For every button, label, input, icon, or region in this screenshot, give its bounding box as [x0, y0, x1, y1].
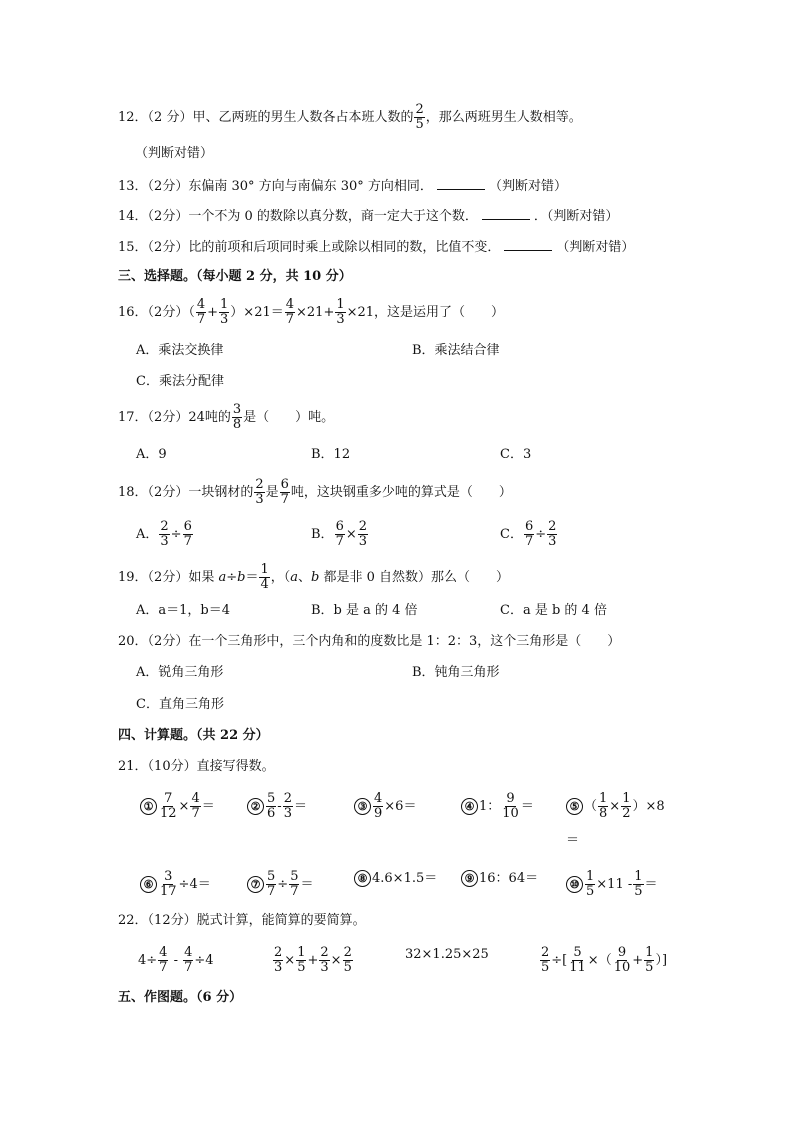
option-b[interactable]: B． $\frac{6}{7}$ × $\frac{2}{3}$ — [311, 519, 368, 549]
expr-8: ⑧ 4.6×1.5＝ — [354, 870, 437, 888]
fraction: $\frac{1}{3}$ — [336, 297, 345, 327]
option-c[interactable]: C．乘法分配律 — [136, 374, 224, 389]
fraction: $\frac{2}{3}$ — [548, 519, 557, 549]
expr-1: ① $\frac{7}{12}$ × $\frac{4}{7}$ ＝ — [140, 792, 215, 821]
option-b[interactable]: B．钝角三角形 — [412, 665, 500, 680]
section-heading-choice: 三、选择题。（每小题 2 分，共 10 分） — [118, 269, 352, 284]
option-c[interactable]: C．3 — [500, 447, 532, 462]
expr-5-equals: ＝ — [566, 833, 580, 848]
option-a[interactable]: A．a＝1，b＝4 — [136, 603, 231, 618]
option-c[interactable]: C．直角三角形 — [136, 697, 224, 712]
section-heading-calc: 四、计算题。（共 22 分） — [118, 728, 269, 743]
option-c[interactable]: C． $\frac{6}{7}$ ÷ $\frac{2}{3}$ — [500, 519, 557, 549]
question-13: 13．（2分）东偏南 30° 方向与南偏东 30° 方向相同． （判断对错） — [118, 179, 567, 194]
expr-5: ⑤ （ $\frac{1}{8}$ × $\frac{1}{2}$ ）×8 — [566, 792, 665, 821]
expr-3: ③ $\frac{4}{9}$ ×6＝ — [354, 792, 416, 821]
question-19: 19．（2分）如果 a÷b＝ $\frac{1}{4}$ ，（a、b 都是非 0 自然数）那么（ ） — [118, 562, 510, 592]
section-heading-drawing: 五、作图题。（6 分） — [118, 990, 243, 1005]
option-a[interactable]: A．乘法交换律 — [136, 343, 224, 358]
expr-9: ⑨ 16：64＝ — [461, 870, 538, 888]
question-12-note: （判断对错） — [135, 146, 214, 161]
question-22: 22．（12分）脱式计算，能简算的要简算。 — [118, 913, 366, 928]
question-20: 20．（2分）在一个三角形中，三个内角和的度数比是 1：2：3，这个三角形是（ ） — [118, 634, 621, 649]
question-18: 18．（2分）一块钢材的 $\frac{2}{3}$ 是 $\frac{6}{7}$ 吨，这块钢重多少吨的算式是（ ） — [118, 477, 512, 507]
option-b[interactable]: B．12 — [311, 447, 351, 462]
answer-blank[interactable] — [482, 207, 530, 220]
expr-6: ⑥ $\frac{3}{17}$ ÷4＝ — [140, 870, 211, 899]
fraction: $\frac{2}{3}$ — [255, 477, 264, 507]
fraction: $\frac{6}{7}$ — [524, 519, 534, 549]
answer-blank[interactable] — [504, 238, 552, 251]
question-14: 14．（2分）一个不为 0 的数除以真分数，商一定大于这个数． ．（判断对错） — [118, 209, 619, 224]
option-a[interactable]: A．锐角三角形 — [136, 665, 224, 680]
fraction: $\frac{1}{3}$ — [220, 297, 229, 327]
fraction: $\frac{3}{8}$ — [232, 402, 242, 432]
expr-2: ② $\frac{5}{6}$ - $\frac{2}{3}$ ＝ — [247, 792, 307, 821]
option-b[interactable]: B．乘法结合律 — [412, 343, 500, 358]
fraction: $\frac{6}{7}$ — [183, 519, 192, 549]
option-b[interactable]: B．b 是 a 的 4 倍 — [311, 603, 418, 618]
fraction: $\frac{2}{3}$ — [160, 519, 169, 549]
fraction: $\frac{2}{3}$ — [358, 519, 368, 549]
calc-expr-2: $\frac{2}{3}$ × $\frac{1}{5}$ + $\frac{2}{3}$ × $\frac{2}{5}$ — [274, 945, 352, 975]
option-c[interactable]: C．a 是 b 的 4 倍 — [500, 603, 607, 618]
question-21: 21．（10分）直接写得数。 — [118, 759, 275, 774]
calc-expr-1: 4÷ $\frac{4}{7}$ - $\frac{4}{7}$ ÷4 — [138, 945, 214, 975]
question-15: 15．（2分）比的前项和后项同时乘上或除以相同的数，比值不变． （判断对错） — [118, 240, 635, 255]
question-17: 17．（2分）24吨的 $\frac{3}{8}$ 是（ ）吨。 — [118, 402, 335, 432]
fraction: $\frac{6}{7}$ — [335, 519, 344, 549]
fraction: $\frac{1}{4}$ — [260, 562, 269, 592]
calc-expr-3: 32×1.25×25 — [405, 947, 489, 962]
option-a[interactable]: A．9 — [136, 447, 167, 462]
fraction: $\frac{6}{7}$ — [280, 477, 289, 507]
question-12: 12．（2 分）甲、乙两班的男生人数各占本班人数的 $\frac{2}{5}$ ，那么两班男生人数相等。 — [118, 102, 582, 132]
question-16: 16．（2分）（ $\frac{4}{7}$ + $\frac{1}{3}$ ）×21＝ $\frac{4}{7}$ ×21+ $\frac{1}{3}$ ×21，这是运用了（ ） — [118, 297, 505, 327]
fraction: $\frac{4}{7}$ — [285, 297, 295, 327]
expr-7: ⑦ $\frac{5}{7}$ ÷ $\frac{5}{7}$ ＝ — [247, 870, 313, 899]
fraction: $\frac{4}{7}$ — [196, 297, 206, 327]
answer-blank[interactable] — [437, 177, 485, 190]
expr-4: ④ 1： $\frac{9}{10}$ ＝ — [461, 792, 534, 821]
fraction: $\frac{2}{5}$ — [415, 102, 424, 132]
calc-expr-4: $\frac{2}{5}$ ÷[ $\frac{5}{11}$ ×（ $\frac{9}{10}$ + $\frac{1}{5}$ ）] — [541, 945, 668, 975]
option-a[interactable]: A． $\frac{2}{3}$ ÷ $\frac{6}{7}$ — [136, 519, 192, 549]
expr-10: ⑩ $\frac{1}{5}$ ×11 - $\frac{1}{5}$ ＝ — [566, 870, 658, 899]
